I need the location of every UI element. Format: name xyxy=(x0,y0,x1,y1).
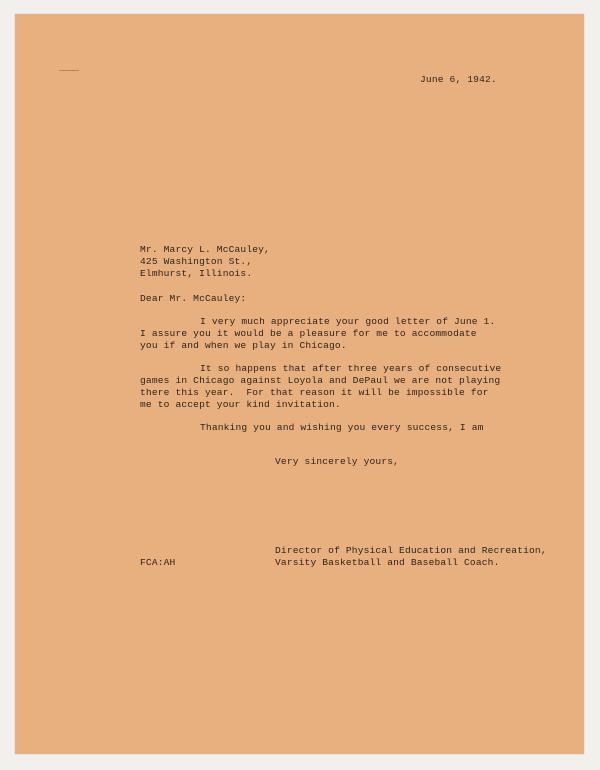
para3-line: Thanking you and wishing you every success, I am xyxy=(200,422,484,433)
para1-line-3: you if and when we play in Chicago. xyxy=(140,340,347,351)
para2-line-1: It so happens that after three years of consecutive xyxy=(200,363,502,374)
typist-initials: FCA:AH xyxy=(140,557,176,568)
para2-line-3: there this year. For that reason it will be impossible for xyxy=(140,387,489,398)
address-line-3: Elmhurst, Illinois. xyxy=(140,268,253,279)
signer-title-line-2: Varsity Basketball and Baseball Coach. xyxy=(275,557,500,568)
address-line-1: Mr. Marcy L. McCauley, xyxy=(140,244,270,255)
letter-page xyxy=(15,14,584,754)
address-line-2: 425 Washington St., xyxy=(140,256,253,267)
para1-line-1: I very much appreciate your good letter of June 1. xyxy=(200,316,496,327)
salutation: Dear Mr. McCauley: xyxy=(140,293,247,304)
date-line: June 6, 1942. xyxy=(420,74,497,85)
closing: Very sincerely yours, xyxy=(275,456,400,467)
paper-mark xyxy=(59,70,79,71)
para1-line-2: I assure you it would be a pleasure for me to accommodate xyxy=(140,328,477,339)
para2-line-4: me to accept your kind invitation. xyxy=(140,399,341,410)
para2-line-2: games in Chicago against Loyola and DePaul we are not playing xyxy=(140,375,501,386)
signer-title-line-1: Director of Physical Education and Recreation, xyxy=(275,545,547,556)
